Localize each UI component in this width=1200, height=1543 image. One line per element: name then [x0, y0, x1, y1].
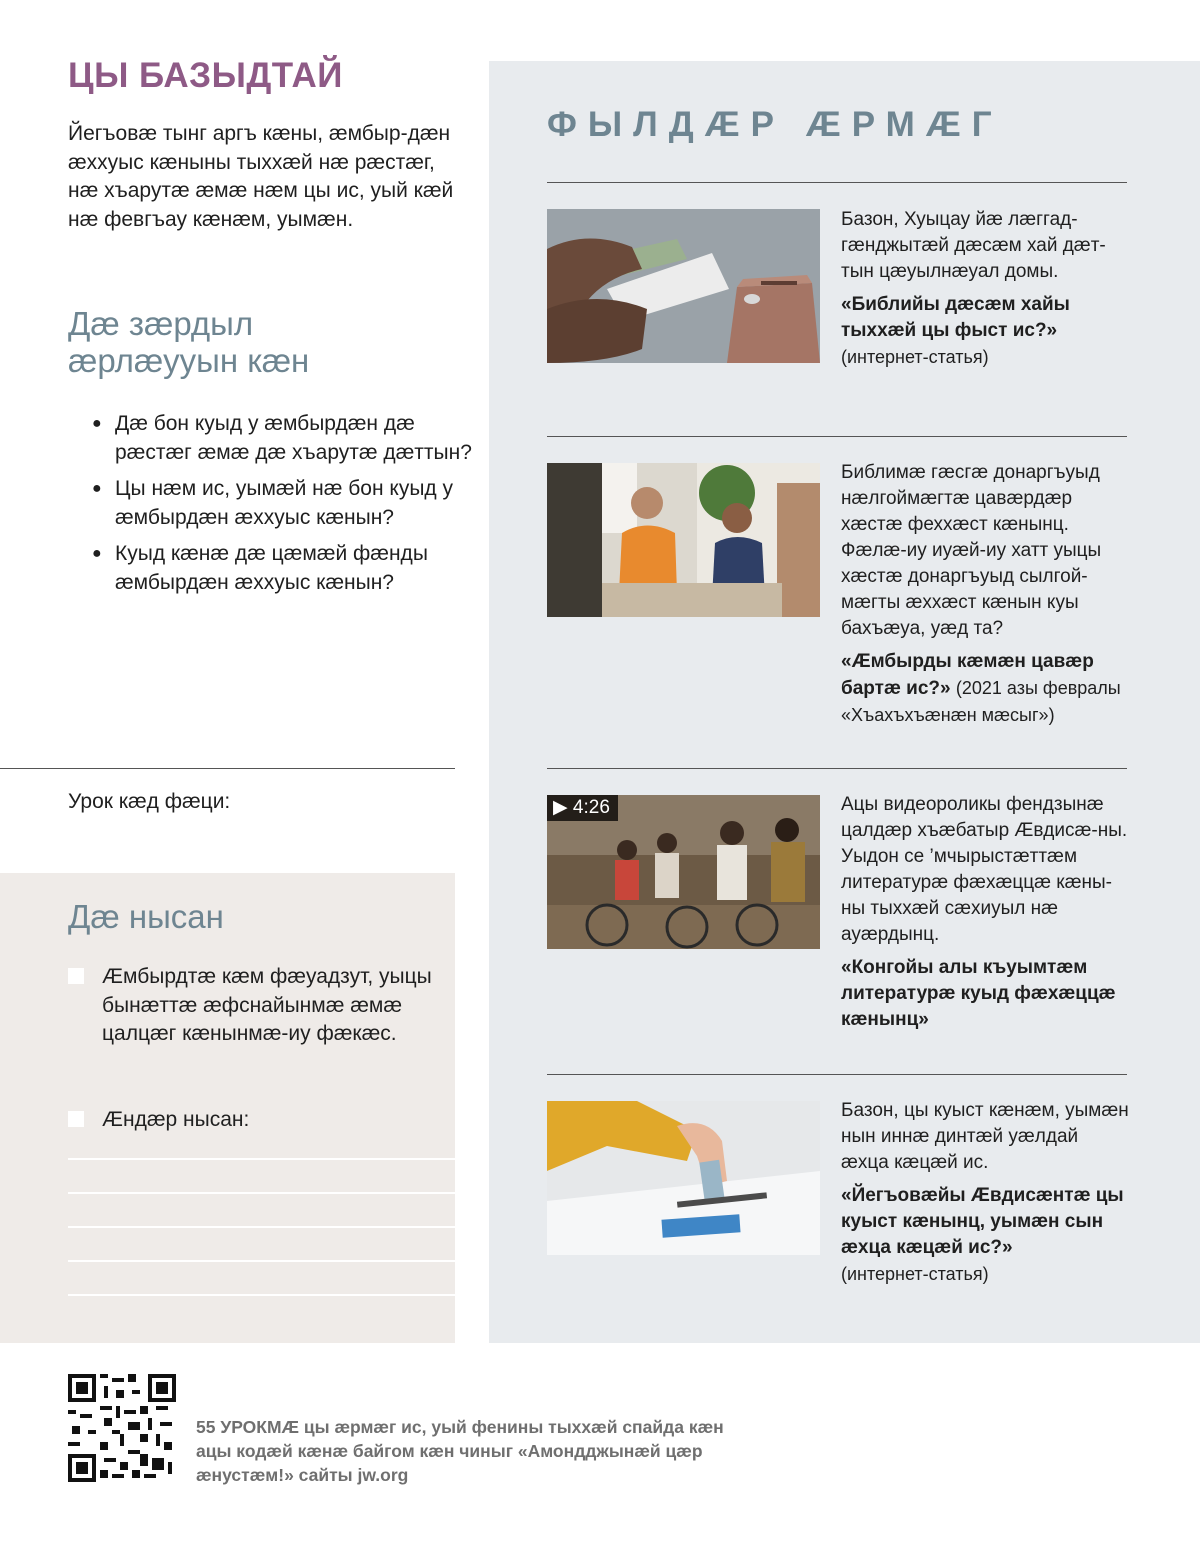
- review-title: Дæ зæрдыл æрлæууын кæн: [68, 305, 310, 379]
- item-reference[interactable]: «Конгойы алы къуымтæм литературæ куыд фæхæццæ кæнынц»: [841, 957, 1116, 1030]
- item-description: Базон, цы куыст кæнæм, уымæн нын иннæ динтæй уæлдай æхца кæцæй ис.: [841, 1100, 1129, 1173]
- goal-item-other[interactable]: [68, 1106, 438, 1135]
- bullet-icon: ●: [92, 480, 102, 497]
- further-item: [841, 792, 1131, 1033]
- item-source: (интернет-статья): [841, 1264, 989, 1284]
- summary-text: Йегъовæ тынг аргъ кæны, æмбыр-дæн æххуыс кæныны тыххæй нæ рæстæг, нæ хъарутæ æмæ нæм цы ис, уый кæй нæ февгъау кæнæм, уымæн.: [68, 122, 454, 231]
- list-item: [92, 475, 472, 532]
- item-link[interactable]: [841, 1183, 1131, 1288]
- writing-line[interactable]: [68, 1294, 455, 1296]
- item-divider: [547, 768, 1127, 769]
- section-divider: [0, 768, 455, 769]
- writing-line[interactable]: [68, 1226, 455, 1228]
- further-item: [841, 460, 1131, 729]
- video-duration-badge[interactable]: [547, 795, 618, 821]
- item-description: Библимæ гæсгæ донаргъуыд нæлгоймæгтæ цавæрдæр хæстæ феххæст кæнынц. Фæлæ-иу иуæй-иу хатт уыцы хæстæ донаргъуыд сылгой-мæгты æххæст кæнын куы бахъæуа, уæд та?: [841, 462, 1102, 639]
- group-study-image[interactable]: [547, 463, 820, 617]
- bullet-icon: ●: [92, 415, 102, 432]
- donation-envelope-image[interactable]: [547, 209, 820, 363]
- item-reference[interactable]: «Библийы дæсæм хайы тыххæй цы фыст ис?»: [841, 294, 1070, 341]
- qr-code-graphic: [68, 1374, 176, 1482]
- further-reading-title: ФЫЛДÆР ÆРМÆГ: [547, 105, 1003, 144]
- goal-title: Дæ нысан: [68, 898, 224, 935]
- writing-line[interactable]: [68, 1192, 455, 1194]
- play-icon: ▶: [553, 797, 568, 818]
- qr-code-icon[interactable]: [68, 1374, 176, 1482]
- group-study-illustration: [547, 463, 820, 617]
- item-divider: [547, 182, 1127, 183]
- list-item: [92, 540, 472, 597]
- review-question: Дæ бон куыд у æмбырдæн дæ рæстæг æмæ дæ хъарутæ дæттын?: [115, 412, 472, 464]
- list-item: [92, 410, 472, 467]
- checkbox-icon[interactable]: [68, 968, 84, 984]
- item-source: (2021 азы февралы «Хъахъхъæнæн мæсыг»): [841, 678, 1121, 725]
- donation-box-illustration: [547, 1101, 820, 1255]
- item-divider: [547, 436, 1127, 437]
- item-divider: [547, 1074, 1127, 1075]
- goal-item-text: Æмбырдтæ кæм фæуадзут, уыцы бынæттæ æфснайынмæ æмæ цалцæг кæнынмæ-иу фæкæс.: [102, 965, 432, 1045]
- item-link[interactable]: [841, 649, 1131, 729]
- review-question: Куыд кæнæ дæ цæмæй фæнды æмбырдæн æххуыс кæнын?: [115, 542, 428, 594]
- donation-box-image[interactable]: [547, 1101, 820, 1255]
- item-link[interactable]: [841, 292, 1131, 371]
- item-description: Ацы видеороликы фендзынæ цалдæр хъæбатыр Æвдисæ-ны. Уыдон се ’мчырыстæттæм литературæ фæхæццæ кæны-ны тыххæй сæхиуыл нæ ауæрдынц.: [841, 794, 1128, 945]
- donation-envelope-illustration: [547, 209, 820, 363]
- review-questions-list: [92, 410, 472, 605]
- writing-line[interactable]: [68, 1260, 455, 1262]
- goal-item[interactable]: [68, 963, 438, 1049]
- writing-line[interactable]: [68, 1158, 455, 1160]
- bicycles-video-image[interactable]: [547, 795, 820, 949]
- review-question: Цы нæм ис, уымæй нæ бон куыд у æмбырдæн æххуыс кæнын?: [115, 477, 454, 529]
- further-item: [841, 1098, 1131, 1288]
- item-source: (интернет-статья): [841, 347, 989, 367]
- item-reference[interactable]: «Йегъовæйы Æвдисæнтæ цы куыст кæнынц, уымæн сын æхца кæцæй ис?»: [841, 1185, 1124, 1258]
- summary-title: ЦЫ БАЗЫДТАЙ: [68, 56, 343, 95]
- footer-text: 55 УРОКМÆ цы æрмæг ис, уый фенины тыххæй спайда кæн ацы кодæй кæнæ байгом кæн чиныг «Амондджынæй цæр æнустæм!» сайты jw.org: [196, 1417, 724, 1485]
- checkbox-icon[interactable]: [68, 1111, 84, 1127]
- video-duration: 4:26: [572, 797, 610, 818]
- further-item: [841, 207, 1131, 371]
- lesson-date-label: Урок кæд фæци:: [68, 790, 231, 813]
- item-link[interactable]: [841, 955, 1131, 1033]
- item-reference[interactable]: «Æмбырды кæмæн цавæр бартæ ис?»: [841, 651, 1094, 699]
- goal-item-text: Æндæр нысан:: [102, 1108, 250, 1131]
- bullet-icon: ●: [92, 545, 102, 562]
- item-description: Базон, Хуыцау йæ лæггад-гæнджытæй дæсæм хай дæт-тын цæуылнæуал домы.: [841, 209, 1106, 282]
